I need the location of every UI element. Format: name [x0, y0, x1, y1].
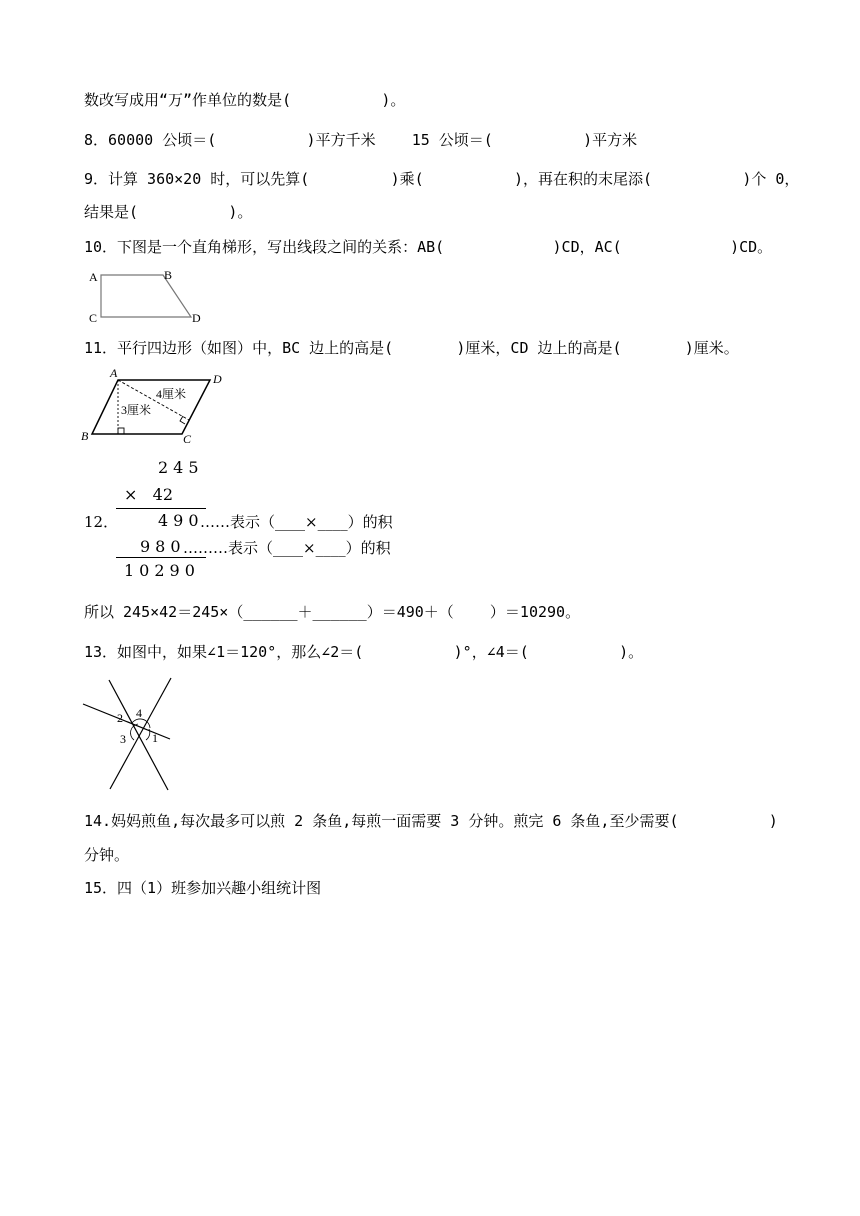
- angle-label-3: 3: [120, 732, 126, 746]
- parallelogram-label-d: D: [213, 372, 222, 386]
- question-12-number: 12．: [84, 513, 119, 531]
- partial-product-2: 980: [140, 537, 186, 556]
- final-product: 10290: [124, 561, 200, 580]
- trapezoid-label-b: B: [164, 268, 173, 282]
- partial-product-1: 490: [158, 511, 204, 530]
- partial-product-1-note: ……表示（____×____）的积: [200, 513, 393, 531]
- parallelogram-label-b: B: [81, 429, 89, 443]
- question-8: 8．60000 公顷＝( )平方千米 15 公顷＝( )平方米: [84, 131, 638, 149]
- rule-1: [116, 508, 206, 509]
- multiplier: × 42: [124, 485, 174, 504]
- question-10: 10．下图是一个直角梯形，写出线段之间的关系：AB( )CD，AC( )CD。: [84, 238, 773, 256]
- parallelogram-label-a: A: [110, 366, 118, 380]
- question-15: 15．四（1）班参加兴趣小组统计图: [84, 879, 322, 897]
- trapezoid-label-a: A: [89, 270, 98, 284]
- multiplicand: 245: [158, 458, 204, 477]
- parallelogram-figure: [80, 366, 240, 446]
- height-bc-label: 3厘米: [121, 403, 152, 417]
- trapezoid-label-c: C: [89, 311, 98, 325]
- question-11: 11．平行四边形（如图）中，BC 边上的高是( )厘米，CD 边上的高是( )厘米。: [84, 339, 739, 357]
- angle-label-2: 2: [117, 711, 123, 725]
- height-cd-label: 4厘米: [156, 387, 187, 401]
- question-13: 13．如图中，如果∠1＝120°，那么∠2＝( )°，∠4＝( )。: [84, 643, 644, 661]
- question-14-line2: 分钟。: [84, 846, 130, 864]
- question-9-line1: 9．计算 360×20 时，可以先算( )乘( )，再在积的末尾添( )个 0，: [84, 170, 800, 188]
- question-12-summary: 所以 245×42＝245×（______＋______）＝490＋（ ）＝10290。: [84, 603, 581, 621]
- right-trapezoid-figure: [84, 266, 214, 326]
- question-14-line1: 14.妈妈煎鱼,每次最多可以煎 2 条鱼,每煎一面需要 3 分钟。煎完 6 条鱼,至少需要( ): [84, 812, 778, 830]
- question-9-line2: 结果是( )。: [84, 203, 253, 221]
- partial-product-2-note: ………表示（____×____）的积: [183, 539, 391, 557]
- angle-label-4: 4: [136, 706, 142, 720]
- rule-2: [116, 557, 206, 558]
- angle-label-1: 1: [152, 731, 158, 745]
- question-7-tail: 数改写成用“万”作单位的数是( )。: [84, 91, 406, 109]
- intersecting-lines-figure: [80, 676, 180, 796]
- trapezoid-label-d: D: [192, 311, 201, 325]
- parallelogram-label-c: C: [183, 432, 192, 446]
